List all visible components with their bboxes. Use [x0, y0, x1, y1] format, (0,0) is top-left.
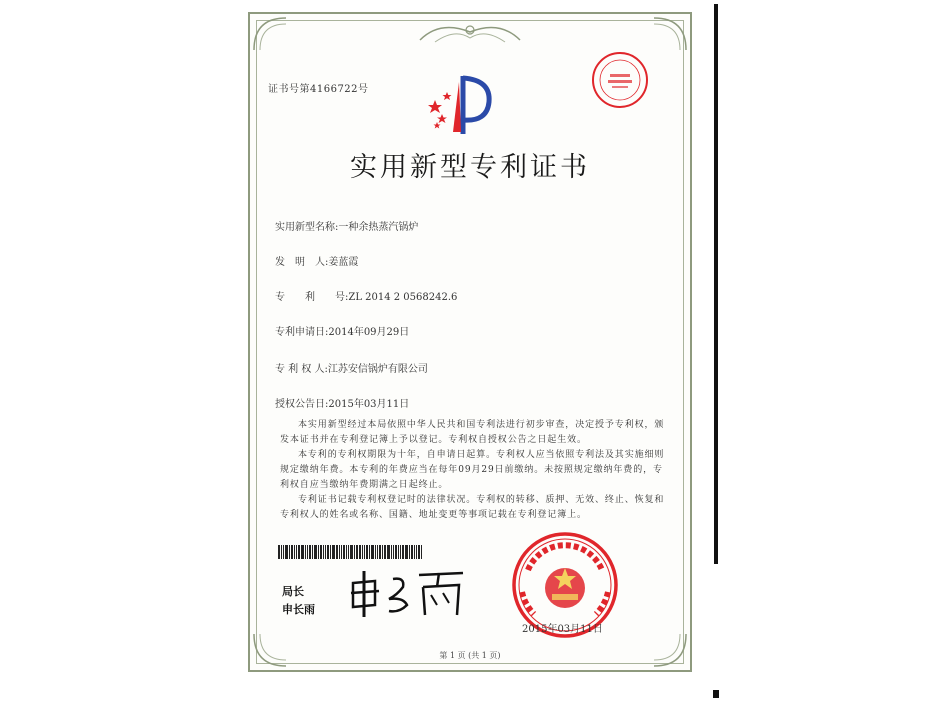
scan-edge-bar [714, 4, 718, 564]
barcode-stripe [366, 545, 368, 559]
barcode-stripe [379, 545, 381, 559]
barcode-stripe [377, 545, 378, 559]
barcode-stripe [346, 545, 347, 559]
body-paragraph-3: 专利证书记载专利权登记时的法律状况。专利权的转移、质押、无效、终止、恢复和专利权人的姓名或名称、国籍、地址变更等事项记载在专利登记簿上。 [280, 495, 665, 520]
seal-date: 2015年03月11日 [522, 624, 603, 635]
barcode-stripe [375, 545, 376, 559]
barcode-stripe [371, 545, 374, 559]
grant-date-value: 2015年03月11日 [328, 399, 410, 410]
patentee-value: 江苏安信锅炉有限公司 [327, 364, 428, 375]
barcode-stripe [398, 545, 399, 559]
page-indicator: 第 1 页 (共 1 页) [439, 651, 501, 660]
barcode-stripe [327, 545, 329, 559]
body-paragraph-2: 本专利的专利权期限为十年，自申请日起算。专利权人应当依照专利法及其实施细则规定缴纳年费。本专利的年费应当在每年09月29日前缴纳。未按照规定缴纳年费的，专利权自应当缴纳年费期满之日起终止。 [280, 450, 665, 490]
body-paragraph-1: 本实用新型经过本局依照中华人民共和国专利法进行初步审查，决定授予专利权，颁发本证书并在专利登记簿上予以登记。专利权自授权公告之日起生效。 [280, 420, 665, 445]
barcode-stripe [409, 545, 410, 559]
official-name: 申长雨 [282, 603, 315, 616]
barcode-stripe [296, 545, 297, 559]
barcode-stripe [325, 545, 326, 559]
patent-number-row [275, 288, 457, 303]
barcode-stripe [414, 545, 415, 559]
barcode-stripe [418, 545, 420, 559]
barcode-stripe [281, 545, 282, 559]
barcode-stripe [391, 545, 392, 559]
barcode-stripe [294, 545, 295, 559]
barcode-stripe [369, 545, 370, 559]
barcode-stripe [364, 545, 365, 559]
patent-office-logo-icon [425, 70, 495, 140]
barcode-stripe [359, 545, 361, 559]
barcode-stripe [309, 545, 311, 559]
barcode-stripe [384, 545, 386, 559]
barcode-stripe [283, 545, 284, 559]
barcode-stripe [289, 545, 290, 559]
utility-model-name-value: 一种余热蒸汽锅炉 [338, 222, 419, 233]
barcode-stripe [323, 545, 324, 559]
barcode-stripe [362, 545, 363, 559]
barcode-stripe [411, 545, 413, 559]
barcode-stripe [395, 545, 397, 559]
utility-model-name-label: 实用新型名称: [275, 222, 339, 233]
barcode-stripe [356, 545, 358, 559]
barcode-stripe [291, 545, 293, 559]
barcode-stripe [298, 545, 300, 559]
barcode-stripe [314, 545, 317, 559]
grant-date-row [275, 395, 409, 410]
corner-ornament-top-right [650, 14, 690, 54]
patentee-row [275, 360, 428, 375]
barcode-stripe [400, 545, 401, 559]
grant-date-label: 授权公告日: [275, 399, 329, 410]
barcode-stripe [305, 545, 306, 559]
barcode-stripe [318, 545, 319, 559]
signature-icon [345, 565, 470, 620]
filing-date-label: 专利申请日: [275, 327, 329, 338]
patent-number-label: 专 利 号: [275, 292, 349, 303]
filing-date-row [275, 323, 409, 338]
barcode-stripe [405, 545, 408, 559]
barcode-stripe [301, 545, 304, 559]
scan-edge-dot [713, 690, 719, 698]
barcode-stripe [320, 545, 322, 559]
barcode-stripe [393, 545, 394, 559]
utility-model-name-row [275, 218, 418, 233]
barcode [278, 545, 448, 559]
barcode-stripe [416, 545, 417, 559]
barcode-stripe [350, 545, 353, 559]
barcode-stripe [278, 545, 280, 559]
patentee-label: 专 利 权 人: [275, 364, 328, 375]
barcode-stripe [341, 545, 342, 559]
certificate-title: 实用新型专利证书 [350, 152, 590, 183]
barcode-stripe [343, 545, 345, 559]
barcode-stripe [421, 545, 422, 559]
official-title: 局长 [282, 585, 304, 598]
filing-date-value: 2014年09月29日 [328, 327, 410, 338]
certificate-number: 证书号第4166722号 [268, 84, 369, 95]
barcode-stripe [307, 545, 308, 559]
agency-stamp-icon [590, 50, 650, 110]
barcode-stripe [285, 545, 288, 559]
barcode-stripe [402, 545, 404, 559]
top-ornament [410, 18, 530, 48]
corner-ornament-top-left [250, 14, 290, 54]
barcode-stripe [312, 545, 313, 559]
barcode-stripe [348, 545, 349, 559]
barcode-stripe [387, 545, 390, 559]
barcode-stripe [330, 545, 331, 559]
barcode-stripe [354, 545, 355, 559]
inventor-value: 姜蓝霞 [328, 257, 359, 268]
barcode-stripe [339, 545, 340, 559]
barcode-stripe [336, 545, 338, 559]
barcode-stripe [382, 545, 383, 559]
patent-number-value: ZL 2014 2 0568242.6 [348, 292, 458, 303]
barcode-stripe [332, 545, 335, 559]
inventor-label: 发 明 人: [275, 257, 329, 268]
inventor-row [275, 253, 358, 268]
